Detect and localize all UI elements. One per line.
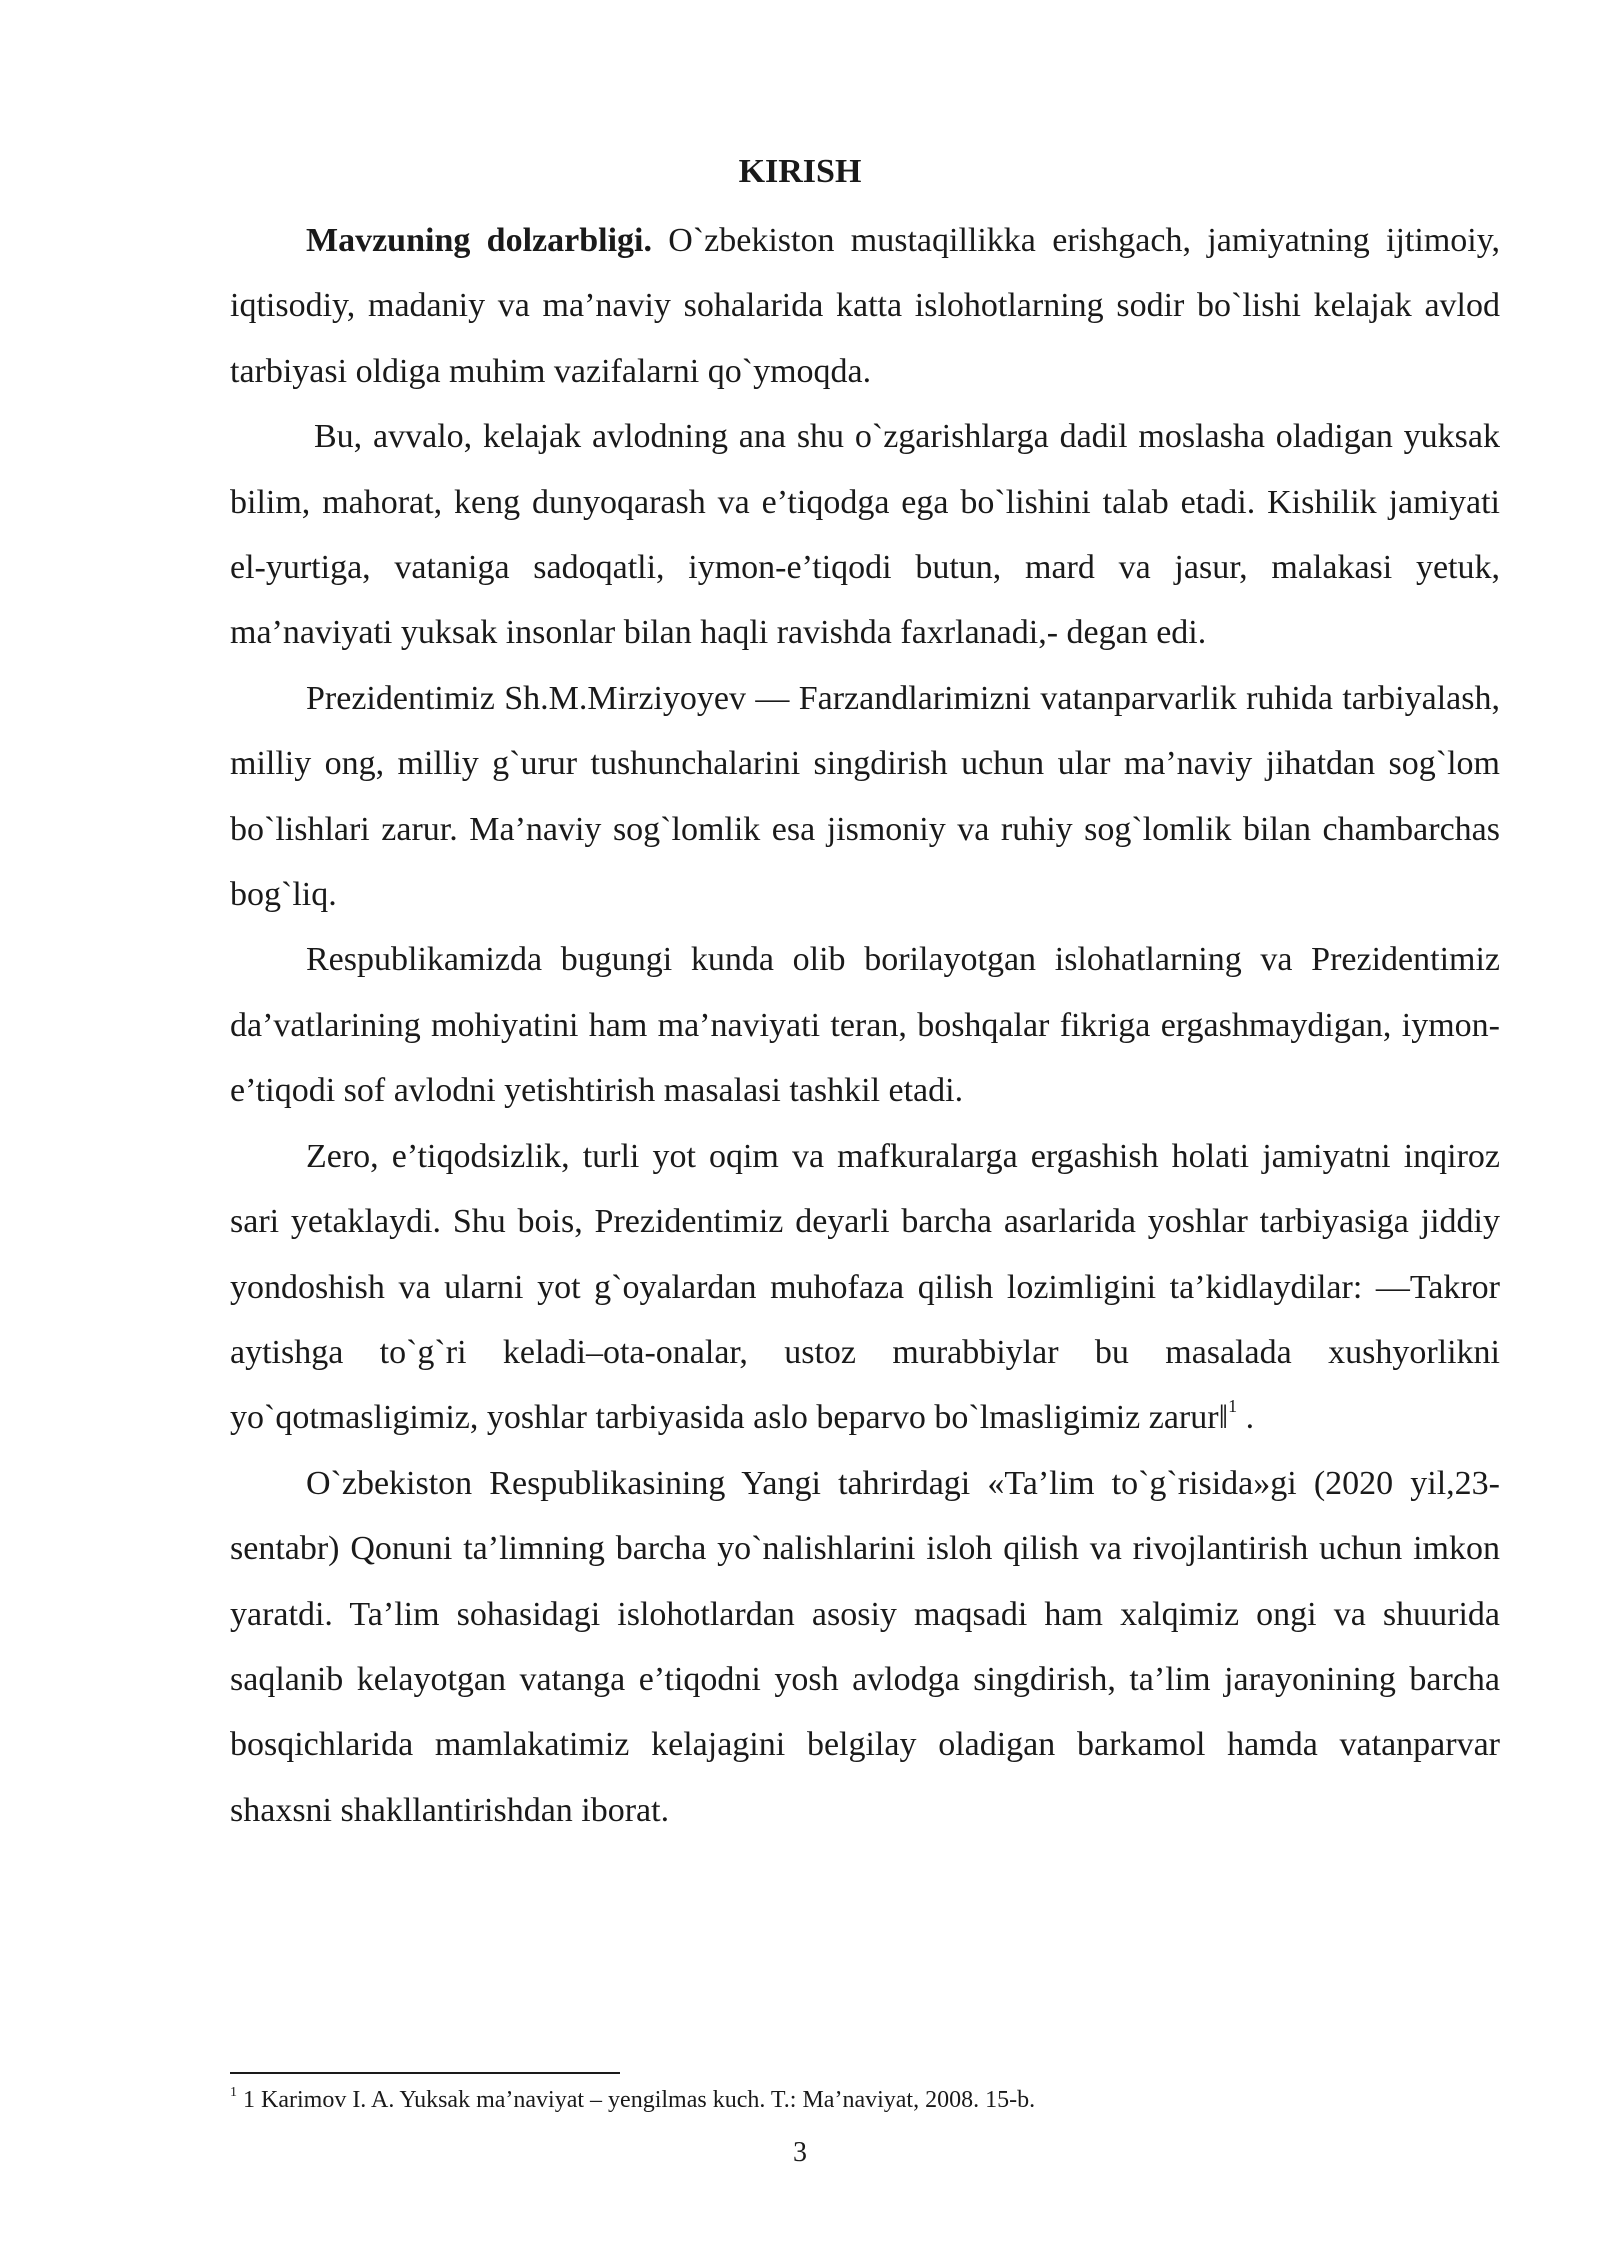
footnote-marker: 1 xyxy=(230,2085,237,2100)
page-number: 3 xyxy=(793,2137,807,2168)
footnote-text: 1 Karimov I. A. Yuksak ma’naviyat – yengilmas kuch. T.: Ma’naviyat, 2008. 15-b. xyxy=(237,2087,1036,2113)
paragraph-6: O`zbekiston Respublikasining Yangi tahrirdagi «Ta’lim to`g`risida»gi (2020 yil,23-sentabr) Qonuni ta’limning barcha yo`nalishlarini isloh qilish va rivojlantirish uchun imkon yaratdi. Ta’lim sohasidagi islohotlardan asosiy maqsadi ham xalqimiz ongi va shuurida saqlanib kelayotgan vatanga e’tiqodni yosh avlodga singdirish, ta’lim jarayonining barcha bosqichlarida mamlakatimiz kelajagini belgilay oladigan barkamol hamda vatanparvar shaxsni shakllantirishdan iborat. xyxy=(230,1464,1500,1829)
paragraph-text: O`zbekiston mustaqillikka erishgach, jamiyatning ijtimoiy, iqtisodiy, madaniy va ma’naviy sohalarida katta islohotlarning sodir bo`lishi kelajak avlod tarbiyasi oldiga muhim vazifalarni qo`ymoqda. xyxy=(230,222,1500,390)
body-text xyxy=(230,208,1500,1843)
footnote xyxy=(230,2084,1500,2116)
section-heading: KIRISH xyxy=(738,153,862,190)
paragraph-tail: . xyxy=(1237,1399,1255,1437)
paragraph-3: Prezidentimiz Sh.M.Mirziyoyev — Farzandlarimizni vatanparvarlik ruhida tarbiyalash, milliy ong, milliy g`urur tushunchalarini singdirish uchun ular ma’naviy jihatdan sog`lom bo`lishlari zarur. Ma’naviy sog`lomlik esa jismoniy va ruhiy sog`lomlik bilan chambarchas bog`liq. xyxy=(230,679,1500,914)
paragraph-relevance xyxy=(230,208,1500,404)
paragraph-lead-bold: Mavzuning dolzarbligi. xyxy=(306,222,652,259)
paragraph-2: Bu, avvalo, kelajak avlodning ana shu o`zgarishlarga dadil moslasha oladigan yuksak bilim, mahorat, keng dunyoqarash va e’tiqodga ega bo`lishini talab etadi. Kishilik jamiyati el-yurtiga, vataniga sadoqatli, iymon-e’tiqodi butun, mard va jasur, malakasi yetuk, ma’naviyati yuksak insonlar bilan haqli ravishda faxrlanadi,- degan edi. xyxy=(230,418,1500,652)
paragraph-text: Zero, e’tiqodsizlik, turli yot oqim va mafkuralarga ergashish holati jamiyatni inqiroz sari yetaklaydi. Shu bois, Prezidentimiz deyarli barcha asarlarida yoshlar tarbiyasiga jiddiy yondoshish va ularni yot g`oyalardan muhofaza qilish lozimligini ta’kidlaydilar: —Takror aytishga to`g`ri keladi–ota-onalar, ustoz murabbiylar bu masalada xushyorlikni yo`qotmasligimiz, yoshlar tarbiyasida aslo beparvo bo`lmasligimiz zarur‖ xyxy=(230,1137,1500,1437)
paragraph-5 xyxy=(230,1124,1500,1451)
paragraph-4: Respublikamizda bugungi kunda olib borilayotgan islohatlarning va Prezidentimiz da’vatlarining mohiyatini ham ma’naviyati teran, boshqalar fikriga ergashmaydigan, iymon-e’tiqodi sof avlodni yetishtirish masalasi tashkil etadi. xyxy=(230,941,1500,1110)
footnote-separator xyxy=(230,2072,620,2074)
footnote-reference: 1 xyxy=(1228,1395,1238,1416)
